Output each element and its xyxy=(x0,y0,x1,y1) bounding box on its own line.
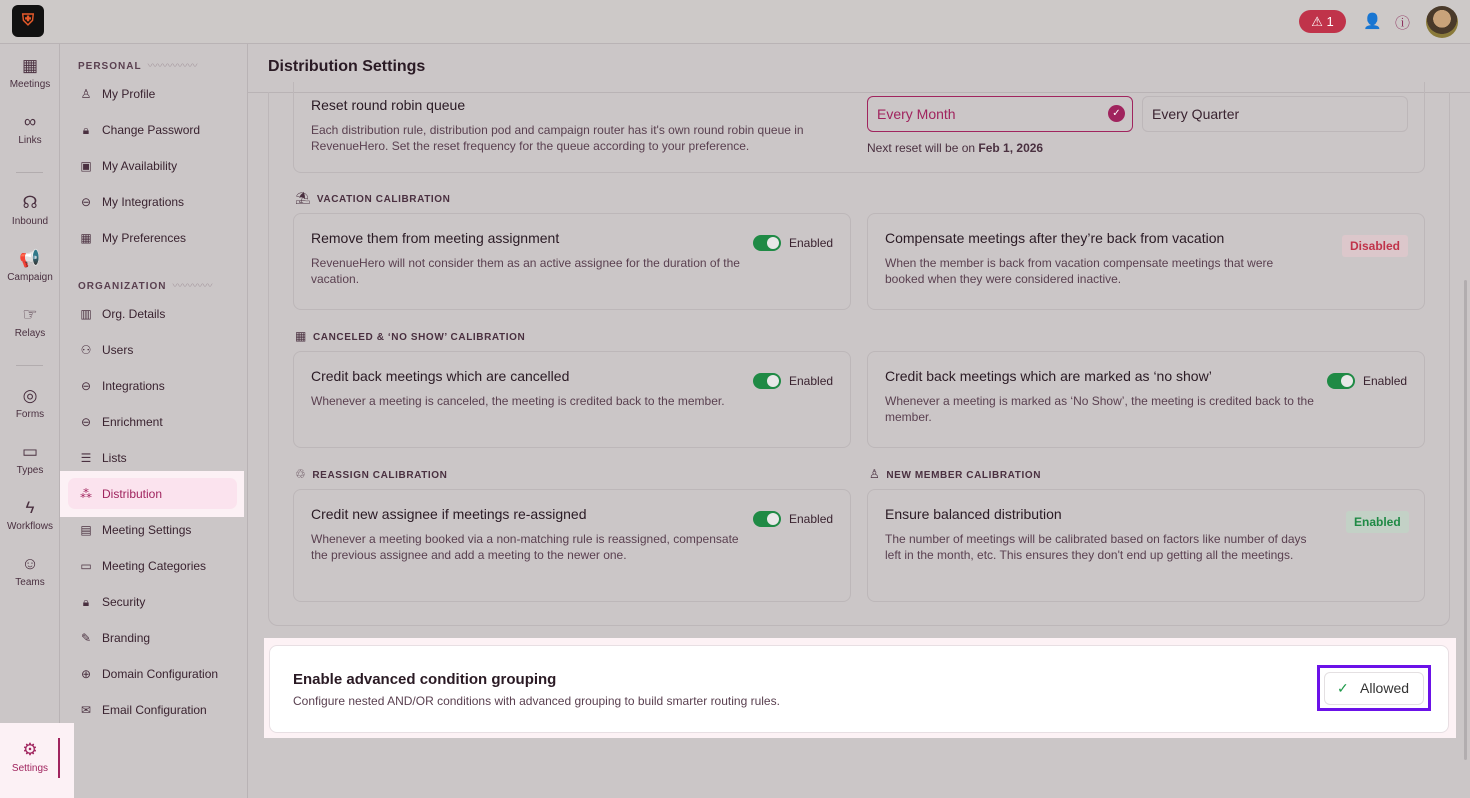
integration-icon: ⊖ xyxy=(80,195,92,209)
nav-org-11: Email Configuration xyxy=(102,703,207,717)
rail-forms[interactable] xyxy=(0,386,60,420)
page-title: Distribution Settings xyxy=(268,58,426,75)
section-canceled xyxy=(295,329,525,343)
hand-icon: ☞ xyxy=(22,305,38,324)
scrollbar[interactable] xyxy=(1464,280,1467,760)
nav-security[interactable] xyxy=(78,592,145,612)
nav-org-10: Domain Configuration xyxy=(102,667,219,681)
enrichment-icon: ⊖ xyxy=(80,415,92,429)
card-reassigned xyxy=(293,489,851,602)
umbrella-icon: ⛱ xyxy=(295,191,311,205)
card-no-show xyxy=(867,351,1425,448)
nav-org-5: Distribution xyxy=(102,487,163,501)
nav-org-details[interactable] xyxy=(78,304,165,324)
rail-campaign[interactable] xyxy=(0,249,60,283)
cards-cancelled-desc: Whenever a meeting is canceled, the meeting is credited back to the member. xyxy=(311,394,725,408)
video-icon: ▭ xyxy=(21,442,39,461)
section-reassign xyxy=(295,467,448,481)
rail-items-9: Settings xyxy=(11,763,49,774)
rail-teams[interactable] xyxy=(0,554,60,588)
building-icon: ▥ xyxy=(80,307,92,321)
card-balanced xyxy=(867,489,1425,602)
rail-items-7: Workflows xyxy=(7,521,53,532)
calendar-x-icon: ▦ xyxy=(295,329,307,343)
nav-distribution[interactable] xyxy=(78,484,162,504)
nav-enrichment[interactable] xyxy=(78,412,163,432)
rail-items-4: Relays xyxy=(14,328,46,339)
advanced-button: Allowed xyxy=(1360,680,1410,696)
reset-title: Reset round robin queue xyxy=(311,97,466,113)
reset-desc: Each distribution rule, distribution pod and campaign router has it's own round robin queue in RevenueHero. Set the reset frequency for the queue according to your preference. xyxy=(311,123,804,153)
toggle-reassigned[interactable] xyxy=(753,511,781,527)
nav-lists[interactable] xyxy=(78,448,127,468)
nav-org-9: Branding xyxy=(102,631,151,645)
user-icon: ♙ xyxy=(80,87,92,101)
nav-my-preferences[interactable] xyxy=(78,228,186,248)
nav-email-configuration[interactable] xyxy=(78,700,207,720)
rail-items-1: Links xyxy=(18,135,42,146)
rail-inbound[interactable] xyxy=(0,193,60,227)
nav-users[interactable] xyxy=(78,340,133,360)
nav-org-7: Meeting Categories xyxy=(102,559,207,573)
element: 〰〰〰〰〰 xyxy=(147,61,198,72)
status-badge: Disabled xyxy=(1342,235,1408,257)
rail-items-0: Meetings xyxy=(9,79,51,90)
cards-noshow-desc: Whenever a meeting is marked as ‘No Show’, the meeting is credited back to the member. xyxy=(885,394,1314,424)
link-icon: ∞ xyxy=(23,112,37,131)
rail-items-3: Campaign xyxy=(7,272,53,283)
check-circle-icon: ✓ xyxy=(1108,105,1125,122)
users-icon: ⚇ xyxy=(80,343,92,357)
card-remove-assignment xyxy=(293,213,851,310)
mail-icon: ✉ xyxy=(80,703,92,717)
globe-icon: ⊕ xyxy=(80,667,92,681)
calendar-icon: ▦ xyxy=(21,56,39,75)
sections-vacation: VACATION CALIBRATION xyxy=(316,194,451,205)
app-rail xyxy=(0,44,60,798)
divider xyxy=(16,172,43,173)
rail-items-6: Types xyxy=(16,465,44,476)
rail-items-2: Inbound xyxy=(11,216,49,227)
sections-canceled: CANCELED & ‘NO SHOW’ CALIBRATION xyxy=(312,332,526,343)
rail-links[interactable] xyxy=(0,112,60,146)
nav-org-1: Users xyxy=(102,343,134,357)
calendar-icon: ▦ xyxy=(80,231,92,245)
element: 〰〰〰〰 xyxy=(172,281,213,292)
avatar[interactable] xyxy=(1426,6,1458,38)
cards-cancelled-status: Enabled xyxy=(789,374,834,388)
warning-icon: ⚠ xyxy=(1311,14,1327,29)
nav-personal_heading: PERSONAL xyxy=(78,61,142,72)
user-swap-icon: ♲ xyxy=(295,467,307,481)
nav-meeting-categories[interactable] xyxy=(78,556,206,576)
toggle-cancelled[interactable] xyxy=(753,373,781,389)
calendar-icon: ▣ xyxy=(80,159,92,173)
add-user-icon[interactable]: 👤 xyxy=(1363,13,1382,30)
app-logo[interactable]: ⛨ xyxy=(12,5,44,37)
card-compensate xyxy=(867,213,1425,310)
cards-balanced-desc: The number of meetings will be calibrated based on factors like number of days left in the month, etc. This ensures they don't end up getting all the meetings. xyxy=(885,532,1307,562)
status-badge: Enabled xyxy=(1346,511,1409,533)
nav-personal-1: Change Password xyxy=(102,123,201,137)
nav-org-4: Lists xyxy=(102,451,127,465)
sections-new_member: NEW MEMBER CALIBRATION xyxy=(886,470,1042,481)
cards-remove-title: Remove them from meeting assignment xyxy=(311,230,560,246)
nav-org-0: Org. Details xyxy=(102,307,166,321)
nav-org-8: Security xyxy=(102,595,146,609)
section-new-member xyxy=(869,467,1041,481)
lock-icon: 🔒︎ xyxy=(82,123,90,137)
option-every-month[interactable] xyxy=(867,96,1133,132)
nav-domain-configuration[interactable] xyxy=(78,664,218,684)
toggle-no-show[interactable] xyxy=(1327,373,1355,389)
nav-meeting-settings[interactable] xyxy=(78,520,191,540)
magnet-icon: ☊ xyxy=(22,193,38,212)
distribution-icon: ⁂ xyxy=(80,487,92,501)
reset-next_date: Feb 1, 2026 xyxy=(978,141,1044,155)
rail-items-5: Forms xyxy=(15,409,45,420)
nav-integrations[interactable] xyxy=(78,376,165,396)
cards-reassigned-title: Credit new assignee if meetings re-assigned xyxy=(311,506,587,522)
option-every-quarter[interactable]: Every Quarter xyxy=(1142,96,1408,132)
nav-heading-organization xyxy=(78,277,212,292)
nav-change-password[interactable] xyxy=(78,120,200,140)
nav-personal-2: My Availability xyxy=(102,159,178,173)
nav-personal-3: My Integrations xyxy=(102,195,185,209)
cards-cancelled-title: Credit back meetings which are cancelled xyxy=(311,368,570,384)
help-icon[interactable]: ⓘ xyxy=(1395,15,1411,32)
nav-personal-4: My Preferences xyxy=(102,231,187,245)
toggle-remove-assignment[interactable] xyxy=(753,235,781,251)
advanced-grouping-card xyxy=(269,645,1449,733)
cards-compensate-title: Compensate meetings after they’re back from vacation xyxy=(885,230,1225,246)
gear-icon: ⚙ xyxy=(22,740,38,759)
cards-remove-status: Enabled xyxy=(789,236,834,250)
add-user-icon: ♙ xyxy=(869,467,881,481)
lightning-icon: ϟ xyxy=(25,498,35,517)
section-vacation xyxy=(295,191,451,205)
nav-my-integrations[interactable] xyxy=(78,192,184,212)
integration-icon: ⊖ xyxy=(80,379,92,393)
nav-org_heading: ORGANIZATION xyxy=(78,281,167,292)
alert-badge[interactable] xyxy=(1299,10,1346,33)
folder-icon: ▭ xyxy=(80,559,92,573)
reset-option_month: Every Month xyxy=(877,106,956,122)
cards-compensate-desc: When the member is back from vacation compensate meetings that were booked when they were considered inactive. xyxy=(885,256,1274,286)
check-circle-icon: ✓ xyxy=(1337,680,1349,696)
nav-heading-personal xyxy=(78,57,198,72)
nav-branding[interactable] xyxy=(78,628,150,648)
rail-relays[interactable] xyxy=(0,305,60,339)
allowed-button[interactable] xyxy=(1324,672,1424,705)
advanced-desc: Configure nested AND/OR conditions with advanced grouping to build smarter routing rules. xyxy=(293,694,780,708)
nav-my-profile[interactable] xyxy=(78,84,155,104)
list-icon: ☰ xyxy=(80,451,92,465)
rail-workflows[interactable] xyxy=(0,498,60,532)
form-icon: ◎ xyxy=(22,386,38,405)
cards-noshow-title: Credit back meetings which are marked as ‘no show’ xyxy=(885,368,1212,384)
nav-org-6: Meeting Settings xyxy=(102,523,192,537)
rail-items-8: Teams xyxy=(15,577,45,588)
lock-icon: 🔒︎ xyxy=(82,595,90,609)
divider xyxy=(16,365,43,366)
settings-nav xyxy=(60,44,248,798)
nav-org-3: Enrichment xyxy=(102,415,163,429)
team-icon: ☺ xyxy=(21,554,39,573)
rail-meetings[interactable] xyxy=(0,56,60,90)
rail-settings[interactable] xyxy=(0,740,60,774)
cards-remove-desc: RevenueHero will not consider them as an active assignee for the duration of the vacation. xyxy=(311,256,740,286)
cards-noshow-status: Enabled xyxy=(1363,374,1408,388)
sections-reassign: REASSIGN CALIBRATION xyxy=(312,470,448,481)
next-reset-text xyxy=(867,141,1043,155)
megaphone-icon: 📢 xyxy=(19,249,41,268)
nav-my-availability[interactable] xyxy=(78,156,177,176)
topbar-alert_count: 1 xyxy=(1326,14,1334,29)
cards-reassigned-desc: Whenever a meeting booked via a non-matching rule is reassigned, compensate the previous assignee and add a meeting to the newer one. xyxy=(311,532,739,562)
reset-next_prefix: Next reset will be on xyxy=(867,141,979,155)
cards-balanced-title: Ensure balanced distribution xyxy=(885,506,1062,522)
settings-doc-icon: ▤ xyxy=(80,523,92,537)
advanced-title: Enable advanced condition grouping xyxy=(293,671,557,688)
nav-personal-0: My Profile xyxy=(102,87,156,101)
nav-org-2: Integrations xyxy=(102,379,165,393)
brush-icon: ✎ xyxy=(80,631,92,645)
top-bar xyxy=(0,0,1470,44)
card-cancelled xyxy=(293,351,851,448)
cards-reassigned-status: Enabled xyxy=(789,512,834,526)
rail-types[interactable] xyxy=(0,442,60,476)
